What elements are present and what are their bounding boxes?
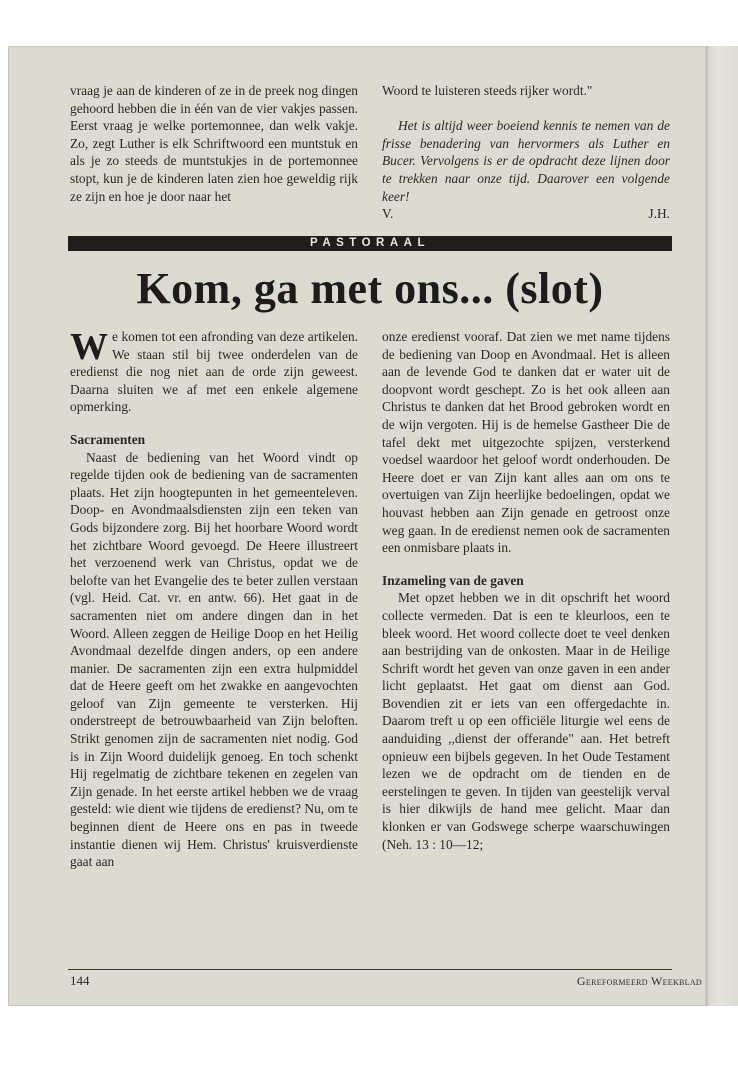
signature-line	[382, 205, 670, 223]
footer-rule	[68, 969, 672, 970]
next-page-edge	[706, 46, 738, 1006]
subheading-sacramenten: Sacramenten	[70, 431, 146, 447]
article-left-column	[70, 328, 358, 871]
top-left-column	[70, 82, 358, 205]
article-intro	[70, 328, 358, 416]
top-right-column	[382, 82, 670, 223]
paragraph-gaven: Met opzet hebben we in dit opschrift het woord collecte vermeden. Dat is een te kleurloos, een te bleek woord. Het woord collecte doet te veel denken aan bestrijding van de onkosten. Maar in de Heilige Schrift wordt het geven van onze gaven in een ander licht geplaatst. Het gaat om dienst aan God. Bovendien zit er iets van een offergedachte in. Daarom treft u op een officiële liturgie wel eens de aanduiding ,,dienst der offerande" aan. Het betreft opnieuw een bijbels gegeven. In het Oude Testament lezen we de opdracht om de tienden en de eerstelingen te geven. In tijden van geestelijk verval is hier dikwijls de hand mee gelicht. Maar dan klonken er van Godswege scherpe waarschuwingen (Neh. 13 : 10—12;	[382, 590, 670, 852]
paragraph-sacramenten: Naast de bediening van het Woord vindt op regelde tijden ook de bediening van de sacramenten plaats. Het zijn hoogtepunten in het gemeenteleven. Doop- en Avondmaalsdiensten zijn een teken van Gods bijzondere zorg. Bij het hoorbare Woord wordt het zichtbare Woord gevoegd. De Heere illustreert het verzoenend werk van Christus, opdat we de belofte van het Evangelie des te beter zullen verstaan (vgl. Heid. Cat. vr. en antw. 66). Het gaat in de sacramenten niet om andere dingen dan in het Woord. Alleen zeggen de Heilige Doop en het Heilig Avondmaal dezelfde dingen anders, op een andere manier. De sacramenten zijn een extra hulpmiddel dat de Heere geeft om het zwakke en aangevochten geloof van Zijn gemeente te versterken. Hij onderstreept de betrouwbaarheid van Zijn beloften. Strikt genomen zijn de sacramenten niet nodig. God is in Zijn Woord duidelijk genoeg. En toch schenkt Hij regelmatig de zichtbare tekenen en zegelen van Zijn genade. In het eerste artikel hebben we de vraag gesteld: wie dient wie tijdens de eredienst? Nu, om te beginnen dient de Heere ons en pas in tweede instantie dienen wij Hem. Christus' kruisverdienste gaat aan	[70, 449, 358, 870]
editorial-note: Het is altijd weer boeiend kennis te nemen van de frisse benadering van hervormers als Luther en Bucer. Vervolgens is er de opdracht deze lijnen door te trekken naar onze tijd. Daarover een volgende keer!	[382, 118, 670, 204]
section-banner	[68, 236, 672, 251]
publication-title: Gereformeerd Weekblad	[576, 974, 702, 988]
section-label: PASTORAAL	[310, 237, 430, 249]
continued-text-right: Woord te luisteren steeds rijker wordt."	[382, 83, 593, 98]
signature-left: V.	[382, 206, 394, 222]
intro-text: e komen tot een afronding van deze artikelen. We staan stil bij twee onderdelen van de eredienst die nog niet aan de orde zijn geweest. Daarna sluiten we af met een enkele algemene opmerking.	[70, 329, 358, 415]
continued-text-left: vraag je aan de kinderen of ze in de preek nog dingen gehoord hebben die in één van de vier vakjes passen. Eerst vraag je welke portemonnee, dan welk vakje. Zo, zegt Luther is elk Schriftwoord een muntstuk en als je zo steeds de muntstukjes in de portemonnee stopt, kun je de kinderen laten zien hoe geweldig rijk ze zijn en hoe je door naar het	[70, 83, 358, 204]
drop-cap: W	[70, 326, 108, 368]
page-number: 144	[70, 973, 90, 988]
signature-right: J.H.	[648, 206, 670, 222]
article-right-column	[382, 328, 670, 853]
subheading-gaven: Inzameling van de gaven	[382, 572, 524, 588]
paragraph-sacramenten-cont: onze eredienst vooraf. Dat zien we met name tijdens de bediening van Doop en Avondmaal. Het is alleen aan de levende God te danken dat er water uit de doopvont wordt geschept. Zo is het ook alleen aan Christus te danken dat het Brood gebroken wordt en de wijn vergoten. Hij is de hemelse Gastheer Die de tafel dekt met uitgezochte spijzen, versterkend voedsel waardoor het geloof wordt onderhouden. De Heere doet er van Zijn kant alles aan om ons te overtuigen van Zijn heerlijke bedoelingen, opdat we houvast hebben aan Zijn genade en getroost onze weg gaan. In de eredienst nemen ook de sacramenten een onmisbare plaats in.	[382, 329, 670, 556]
article-title: Kom, ga met ons... (slot)	[136, 264, 604, 313]
